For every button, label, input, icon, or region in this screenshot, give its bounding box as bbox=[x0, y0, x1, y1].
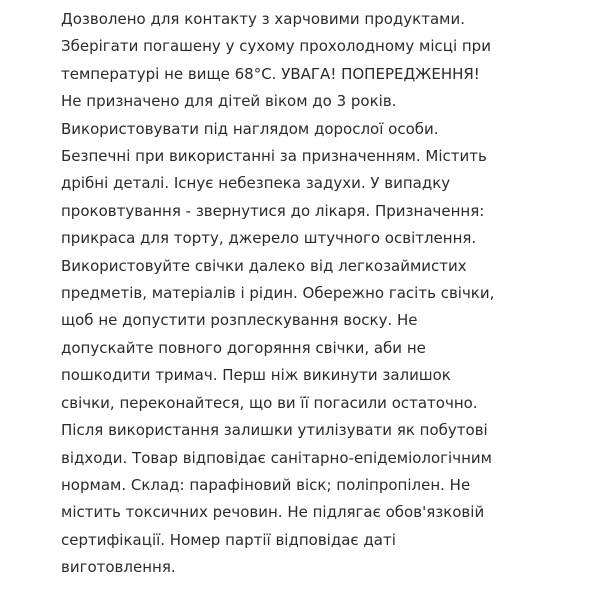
label-line: виготовлення. bbox=[61, 558, 176, 577]
label-line: містить токсичних речовин. Не підлягає обов'язковій bbox=[61, 503, 485, 522]
label-line: щоб не допустити розплескування воску. Не bbox=[61, 311, 418, 330]
label-line: Не призначено для дітей віком до 3 років. bbox=[61, 92, 397, 111]
label-line: Використовуйте свічки далеко від легкозаймистих bbox=[61, 256, 467, 275]
label-line: Зберігати погашену у сухому прохолодному місці при bbox=[61, 37, 491, 56]
label-text-block bbox=[61, 6, 581, 582]
label-line: нормам. Склад: парафіновий віск; поліпропілен. Не bbox=[61, 475, 471, 494]
label-line: сертифікації. Номер партії відповідає даті bbox=[61, 530, 396, 549]
label-line: Використовувати під наглядом дорослої особи. bbox=[61, 119, 439, 138]
label-line: температурі не вище 68°С. УВАГА! ПОПЕРЕДЖЕННЯ! bbox=[61, 64, 480, 83]
label-line: прикраса для торту, джерело штучного освітлення. bbox=[61, 229, 477, 248]
label-line: Безпечні при використанні за призначенням. Містить bbox=[61, 147, 487, 166]
label-line: допускайте повного догоряння свічки, аби не bbox=[61, 338, 426, 357]
label-line: пошкодити тримач. Перш ніж викинути залишок bbox=[61, 366, 451, 385]
label-line: свічки, переконайтеся, що ви її погасили остаточно. bbox=[61, 393, 478, 412]
label-line: відходи. Товар відповідає санітарно-епідеміологічним bbox=[61, 448, 492, 467]
label-line: проковтування - звернутися до лікаря. Призначення: bbox=[61, 201, 485, 220]
label-line: Після використання залишки утилізувати як побутові bbox=[61, 421, 488, 440]
label-line: дрібні деталі. Існує небезпека задухи. У випадку bbox=[61, 174, 451, 193]
label-line: предметів, матеріалів і рідин. Обережно гасіть свічки, bbox=[61, 284, 495, 303]
label-line: Дозволено для контакту з харчовими продуктами. bbox=[61, 10, 465, 28]
